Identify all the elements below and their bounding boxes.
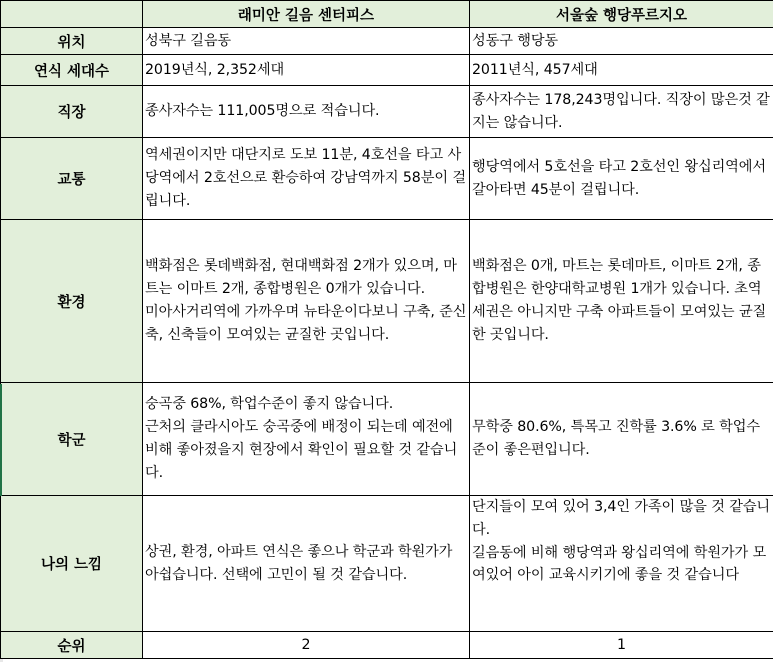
- row-label-location[interactable]: 위치: [1, 28, 143, 55]
- row-label-transport[interactable]: 교통: [1, 138, 143, 220]
- cell-environment-a-line1: 백화점은 롯데백화점, 현대백화점 2개가 있으며, 마트는 이마트 2개, 종합병원은 0개가 있습니다.: [145, 258, 457, 298]
- table-row-rank: [1, 632, 773, 659]
- cell-rank-b[interactable]: 1: [470, 632, 773, 659]
- row-label-rank[interactable]: 순위: [1, 632, 143, 659]
- cell-location-a[interactable]: 성북구 길음동: [143, 28, 470, 55]
- cell-impression-b-line1: 단지들이 모여 있어 3,4인 가족이 많을 것 같습니다.: [472, 499, 771, 538]
- table-row-transport: [1, 138, 773, 220]
- row-label-year-units[interactable]: 연식 세대수: [1, 55, 143, 86]
- cell-year-units-b[interactable]: 2011년식, 457세대: [470, 55, 773, 86]
- cell-impression-a[interactable]: 상권, 환경, 아파트 연식은 좋으나 학군과 학원가가 아쉽습니다. 선택에 고민이 될 것 같습니다.: [143, 496, 470, 632]
- selection-marker: [0, 384, 2, 496]
- cell-year-units-a[interactable]: 2019년식, 2,352세대: [143, 55, 470, 86]
- row-label-environment[interactable]: 환경: [1, 220, 143, 383]
- table-row-jobs: [1, 86, 773, 138]
- corner-cell[interactable]: [1, 1, 143, 28]
- table-row-environment: [1, 220, 773, 383]
- cell-school-b[interactable]: 무학중 80.6%, 특목고 진학률 3.6% 로 학업수준이 좋은편입니다.: [470, 383, 773, 496]
- cell-transport-a[interactable]: 역세권이지만 대단지로 도보 11분, 4호선을 타고 사당역에서 2호선으로 환승하여 강남역까지 58분이 걸립니다.: [143, 138, 470, 220]
- cell-environment-a-line2: 미아사거리역에 가까우며 뉴타운이다보니 구축, 준신축, 신축들이 모여있는 균질한 곳입니다.: [145, 304, 467, 343]
- cell-school-a[interactable]: [143, 383, 470, 496]
- cell-transport-b[interactable]: 행당역에서 5호선을 타고 2호선인 왕십리역에서 갈아타면 45분이 걸립니다.: [470, 138, 773, 220]
- row-label-school[interactable]: 학군: [1, 383, 143, 496]
- table-row-impression: [1, 496, 773, 632]
- cell-jobs-b[interactable]: 종사자수는 178,243명입니다. 직장이 많은것 같지는 않습니다.: [470, 86, 773, 138]
- row-label-jobs[interactable]: 직장: [1, 86, 143, 138]
- cell-environment-a[interactable]: [143, 220, 470, 383]
- cell-impression-b-line2: 길음동에 비해 행당역과 왕십리역에 학원가가 모여있어 아이 교육시키기에 좋을 것 같습니다: [472, 544, 767, 584]
- row-label-impression[interactable]: 나의 느낌: [1, 496, 143, 632]
- cell-environment-b[interactable]: 백화점은 0개, 마트는 롯데마트, 이마트 2개, 종합병원은 한양대학교병원 1개가 있습니다. 초역세권은 아니지만 구축 아파트들이 모여있는 균질한 곳입니다.: [470, 220, 773, 383]
- header-apartment-a[interactable]: 래미안 길음 센터피스: [143, 1, 470, 28]
- cell-school-a-line2: 근처의 클라시아도 숭곡중에 배정이 되는데 예전에 비해 좋아졌을지 현장에서 확인이 필요할 것 같습니다.: [145, 419, 458, 481]
- table-row-school: [1, 383, 773, 496]
- table-row-location: [1, 28, 773, 55]
- cell-impression-b[interactable]: [470, 496, 773, 632]
- header-apartment-b[interactable]: 서울숲 행당푸르지오: [470, 1, 773, 28]
- cell-school-a-line1: 숭곡중 68%, 학업수준이 좋지 않습니다.: [145, 396, 394, 413]
- table-header-row: [1, 1, 773, 28]
- cell-location-b[interactable]: 성동구 행당동: [470, 28, 773, 55]
- cell-rank-a[interactable]: 2: [143, 632, 470, 659]
- cell-jobs-a[interactable]: 종사자수는 111,005명으로 적습니다.: [143, 86, 470, 138]
- table-row-year-units: [1, 55, 773, 86]
